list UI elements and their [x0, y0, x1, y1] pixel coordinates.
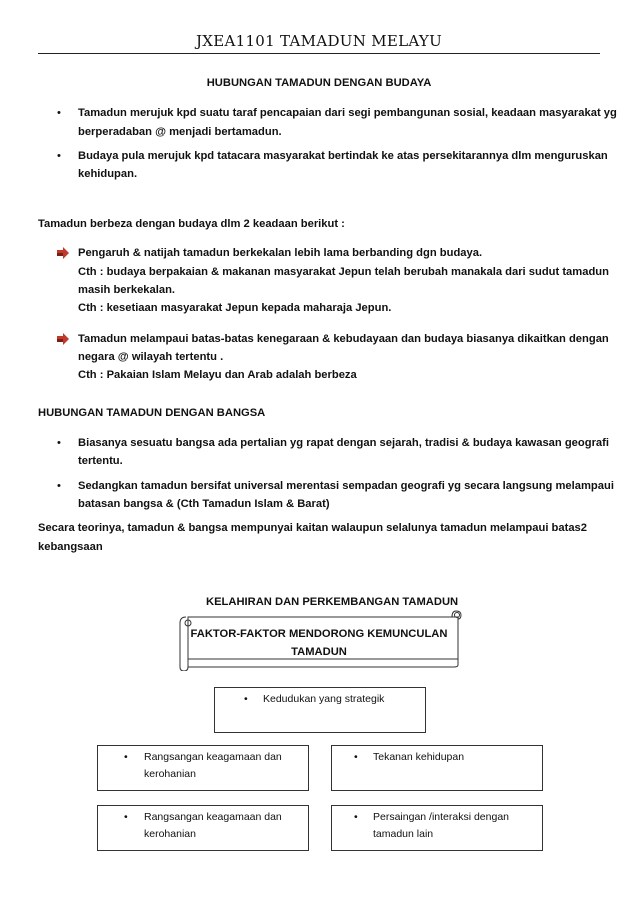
text-line: masih berkekalan.	[78, 284, 176, 296]
factor-text: Tekanan kehidupan	[373, 751, 465, 763]
factor-box	[97, 805, 309, 851]
text-line: tertentu.	[78, 455, 123, 467]
text-line: Tamadun melampaui batas-batas kenegaraan & kebudayaan dan budaya biasanya dikaitkan dengan	[78, 333, 609, 345]
bullet-icon: •	[124, 811, 128, 823]
text-line: kehidupan.	[78, 168, 138, 180]
bullet-icon: •	[354, 811, 358, 823]
factor-box	[214, 687, 426, 733]
text-line: berperadaban @ menjadi bertamadun.	[78, 126, 282, 138]
scroll-banner-line: TAMADUN	[291, 646, 347, 658]
factor-text: Rangsangan keagamaan dan	[144, 811, 282, 823]
scroll-banner-line: FAKTOR-FAKTOR MENDORONG KEMUNCULAN	[190, 628, 448, 640]
arrow-bullet-icon	[57, 247, 69, 259]
factor-box	[331, 805, 543, 851]
factor-text: Kedudukan yang strategik	[263, 693, 385, 705]
document-header-title: JXEA1101 TAMADUN MELAYU	[195, 32, 443, 50]
text-line: Tamadun merujuk kpd suatu taraf pencapaian dari segi pembangunan sosial, keadaan masyarakat yg	[78, 107, 617, 119]
factor-text: Persaingan /interaksi dengan	[373, 811, 510, 823]
factor-text: kerohanian	[144, 828, 196, 840]
bullet-icon: •	[354, 751, 358, 763]
text-line: Cth : budaya berpakaian & makanan masyarakat Jepun telah berubah manakala dari sudut tamadun	[78, 266, 609, 278]
conclusion-line: Secara teorinya, tamadun & bangsa mempunyai kaitan walaupun selalunya tamadun melampaui batas2	[38, 522, 587, 534]
bullet-icon: •	[57, 150, 61, 162]
bullet-icon: •	[57, 107, 61, 119]
factor-text: Rangsangan keagamaan dan	[144, 751, 282, 763]
arrow-bullet-icon	[57, 333, 69, 345]
section-intro-berbeza: Tamadun berbeza dengan budaya dlm 2 keadaan berikut :	[38, 218, 345, 230]
factor-box	[97, 745, 309, 791]
bullet-icon: •	[124, 751, 128, 763]
text-line: Cth : kesetiaan masyarakat Jepun kepada maharaja Jepun.	[78, 302, 392, 314]
bullet-icon: •	[57, 437, 61, 449]
section-title-kelahiran: KELAHIRAN DAN PERKEMBANGAN TAMADUN	[206, 596, 459, 608]
text-line: negara @ wilayah tertentu .	[78, 351, 224, 363]
text-line: Budaya pula merujuk kpd tatacara masyarakat bertindak ke atas persekitarannya dlm menguruskan	[78, 150, 608, 162]
conclusion-line: kebangsaan	[38, 541, 103, 553]
header-rule	[38, 53, 600, 54]
section-title-budaya: HUBUNGAN TAMADUN DENGAN BUDAYA	[206, 77, 432, 89]
section-title-bangsa: HUBUNGAN TAMADUN DENGAN BANGSA	[38, 407, 266, 419]
bullet-icon: •	[244, 693, 248, 705]
bullet-icon: •	[57, 480, 61, 492]
text-line: Pengaruh & natijah tamadun berkekalan lebih lama berbanding dgn budaya.	[78, 247, 483, 259]
text-line: Cth : Pakaian Islam Melayu dan Arab adalah berbeza	[78, 369, 357, 381]
factor-box	[331, 745, 543, 791]
text-line: Biasanya sesuatu bangsa ada pertalian yg rapat dengan sejarah, tradisi & budaya kawasan geografi	[78, 437, 609, 449]
scroll-banner-shape	[176, 609, 466, 671]
factor-text: tamadun lain	[373, 828, 434, 840]
text-line: Sedangkan tamadun bersifat universal merentasi sempadan geografi yg secara langsung melampaui	[78, 480, 614, 492]
text-line: batasan bangsa & (Cth Tamadun Islam & Barat)	[78, 498, 330, 510]
factor-text: kerohanian	[144, 768, 196, 780]
